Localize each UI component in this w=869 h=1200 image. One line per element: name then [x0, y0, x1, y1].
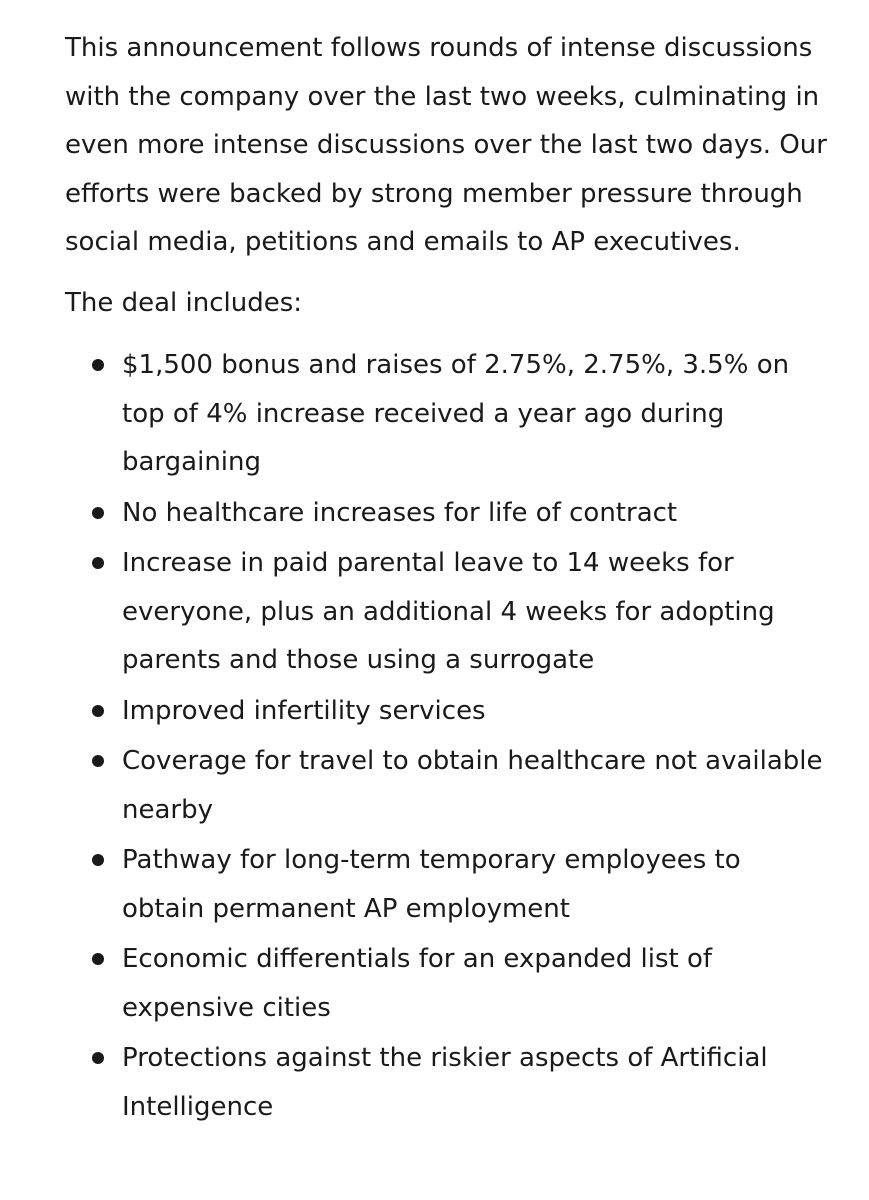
list-item [92, 737, 829, 834]
deal-item-text: Pathway for long-term temporary employees to obtain permanent AP employment [122, 845, 741, 924]
deal-item-text: Protections against the riskier aspects of Artificial Intelligence [122, 1043, 768, 1122]
deal-lead-text: The deal includes: [65, 287, 303, 318]
bullet-icon [92, 705, 104, 717]
bullet-icon [92, 507, 104, 519]
list-item [92, 1034, 829, 1131]
deal-item-text: Coverage for travel to obtain healthcare not available nearby [122, 746, 823, 825]
bullet-icon [92, 953, 104, 965]
list-item [92, 935, 829, 1032]
deal-items-list [65, 341, 829, 1131]
intro-paragraph: This announcement follows rounds of intense discussions with the company over the last two weeks, culminating in even more intense discussions over the last two days. Our efforts were backed by strong member pressure through social media, petitions and emails to AP executives. [65, 33, 827, 257]
list-item [92, 836, 829, 933]
list-item [92, 341, 829, 487]
deal-item-text: Economic differentials for an expanded list of expensive cities [122, 944, 713, 1023]
bullet-icon [92, 854, 104, 866]
deal-item-text: $1,500 bonus and raises of 2.75%, 2.75%, 3.5% on top of 4% increase received a year ago during bargaining [122, 350, 790, 477]
deal-item-text: Improved infertility services [122, 695, 486, 726]
deal-item-text: No healthcare increases for life of contract [122, 497, 678, 528]
deal-item-text: Increase in paid parental leave to 14 weeks for everyone, plus an additional 4 weeks for adopting parents and those using a surrogate [122, 548, 775, 675]
bullet-icon [92, 557, 104, 569]
bullet-icon [92, 359, 104, 371]
list-item [92, 539, 829, 685]
announcement-document [65, 24, 829, 1131]
bullet-icon [92, 755, 104, 767]
list-item [92, 687, 829, 736]
list-item [92, 489, 829, 538]
bullet-icon [92, 1052, 104, 1064]
